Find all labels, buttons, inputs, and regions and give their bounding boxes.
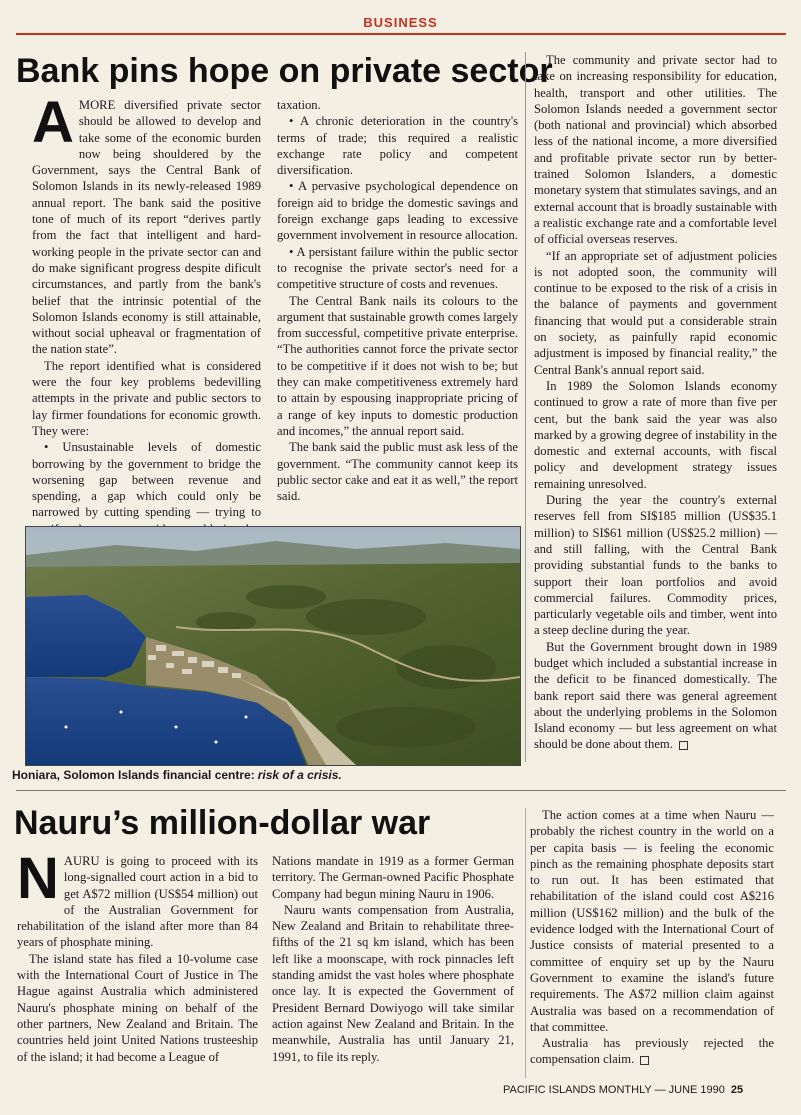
article1-paragraph: The Central Bank nails its colours to the argument that sustainable growth comes largely from successful, competitive private enterprise. “The authorities cannot force the private sector to be competitive if it does not wish to be; but they can make competitiveness extremely hard to attain by espousing inappropriate pricing of a range of key inputs to domestic production and incomes,” the annual report said. (277, 293, 518, 438)
article1-paragraph: • A pervasive psychological dependence on foreign aid to bridge the domestic savings and foreign exchange gaps leading to excessive government involvement in resource allocation. (277, 179, 518, 243)
article2-paragraph: The island state has filed a 10-volume case with the International Court of Justice in The Hague against Australia which administered Nauru's phosphate mining on behalf of the other partners, New Zealand and Britain. The countries held joint United Nations trusteeship of the island; it had become a League of (17, 951, 258, 1064)
column-divider (525, 808, 526, 1078)
article1-paragraph: “If an appropriate set of adjustment policies is not adopted soon, the community will continue to be exposed to the risk of a crisis in the balance of payments and government financing that would put a considerable strain on society, as painfully rapid economic adjustment is imposed by financial reality,” the Central Bank's annual report said. (534, 248, 777, 377)
article1-paragraph: The bank said the public must ask less of the government. “The community cannot keep its public sector cake and eat it as well,” the report said. (277, 440, 518, 504)
article1-column1 (32, 90, 261, 553)
article2-column3 (530, 807, 774, 1068)
article1-paragraph: The community and private sector had to take on increasing responsibility for education, health, transport and other utilities. The Solomon Islands needed a government sector (both national and provincial) which absorbed less of the national income, a more diversified and profitable private sector run by better-trained Solomon Islanders, a domestic monetary system that stimulates savings, and an external account that is broadly sustainable with a realistic exchange rate and a comfortable level of official overseas reserves. (534, 53, 777, 247)
section-label: BUSINESS (363, 15, 438, 30)
article1-paragraph: • Unsustainable levels of domestic borrowing by the government to bridge the worsening gap between revenue and spending, a gap which could only be narrowed by cutting spending — trying to (32, 440, 261, 520)
page-number: 25 (730, 1084, 744, 1096)
publication-name: PACIFIC ISLANDS MONTHLY — JUNE 1990 (503, 1084, 725, 1096)
article2-column2 (272, 853, 514, 1065)
article1-paragraph: • A chronic deterioration in the country's terms of trade; this required a realistic exchange rate policy and competent diversification. (277, 114, 518, 178)
article2-column1 (17, 846, 258, 1065)
article2-headline: Nauru’s million-dollar war (14, 804, 431, 842)
photo-caption (12, 768, 342, 783)
top-rule (16, 33, 786, 35)
article1-paragraph: During the year the country's external reserves fell from SI$185 million (US$35.1 million) to SI$61 million (US$25.2 million) — and still falling, with the Central Bank providing substantial funds to the banks to support their loan portfolios and avoid commercial failures. Commodity prices, particularly vegetable oils and timber, went into a steep decline during the year. (534, 493, 777, 638)
end-mark-icon (640, 1056, 649, 1065)
article1-lead-paragraph: MORE diversified private sector should be allowed to develop and take some of the economic burden now being shouldered by the Government, says the Central Bank of Solomon Islands in its newly-released 1989 annual report. The bank said the positive tone of much of its report “derives partly from the fact that intelligent and hard-working people in the private sector can and do make significant progress despite dificult circumstances, and partly from the bank's belief that the intrinsic potential of the Solomon Islands economy is still attainable, without social upheaval or fragmentation of the nation state”. (32, 98, 261, 357)
article1-paragraph: • A persistant failure within the public sector to recognise the private sector's need for a competitive structure of costs and revenues. (277, 244, 518, 292)
caption-italic: risk of a crisis. (257, 768, 342, 782)
article2-paragraph: The action comes at a time when Nauru — probably the richest country in the world on a per capita basis — is feeling the economic pinch as the remaining phosphate deposits start to run out. It has been estimated that rehabilitation of the island could cost A$216 million (US$162 million) and the bulk of the evidence lodged with the International Court of Justice consists of material presented to a committee of enquiry set up by the Nauru Government to examine the island's future requirements. The A$72 million claim against Australia was based on a recommendation of that committee. (530, 808, 774, 1034)
article2-paragraph: Nauru wants compensation from Australia, New Zealand and Britain to rehabilitate three-fifths of the 21 sq km island, which has been left like a moonscape, with rock pinnacles left standing amidst the vast holes where phosphate once lay. It is expected the Government of President Bernard Dowiyogo will take similar action against New Zealand and Britain. In the meanwhile, Australia has until January 21, 1991, to file its reply. (272, 902, 514, 1064)
column-divider (525, 52, 526, 762)
honiara-aerial-photo (25, 526, 521, 766)
article1-paragraph: But the Government brought down in 1989 budget which included a substantial increase in the deficit to be financed domestically. The bank report said there was general agreement about the underlying problems in the Solomon Island economy — but less agreement on what should be done about them. (534, 639, 777, 752)
end-mark-icon (679, 741, 688, 750)
article1-headline: Bank pins hope on private sector (16, 52, 553, 90)
article1-paragraph: The report identified what is considered were the four key problems bedevilling attempts in the private and public sectors to lay firmer foundations for economic growth. They were: (32, 358, 261, 438)
honiara-photo-illustration (26, 527, 520, 765)
article1-paragraph: In 1989 the Solomon Islands economy continued to grow a rate of more than five per cent, but the bank said the year was also marked by a growing degree of instability in the domestic and external accounts, with fiscal policy and development strategy issues remaining unresolved. (534, 378, 777, 491)
page-footer (503, 1084, 743, 1096)
article1-column2 (277, 97, 518, 504)
article1-dropcap: A (32, 90, 74, 155)
article1-paragraph: taxation. (277, 98, 321, 112)
article2-paragraph: Australia has previously rejected the compensation claim. (530, 1036, 774, 1067)
article2-dropcap: N (17, 846, 59, 911)
article1-column3 (534, 52, 777, 753)
article2-lead-paragraph: AURU is going to proceed with its long-signalled court action in a bid to get A$72 million (US$54 million) out of the Australian Government for rehabilitation of the island after more than 84 years of phosphate mining. (17, 854, 258, 950)
article2-paragraph: Nations mandate in 1919 as a former German territory. The German-owned Pacific Phosphate Company had begun mining Nauru in 1906. (272, 854, 514, 901)
caption-bold: Honiara, Solomon Islands financial centre: (12, 768, 255, 782)
article-divider-rule (16, 790, 786, 791)
